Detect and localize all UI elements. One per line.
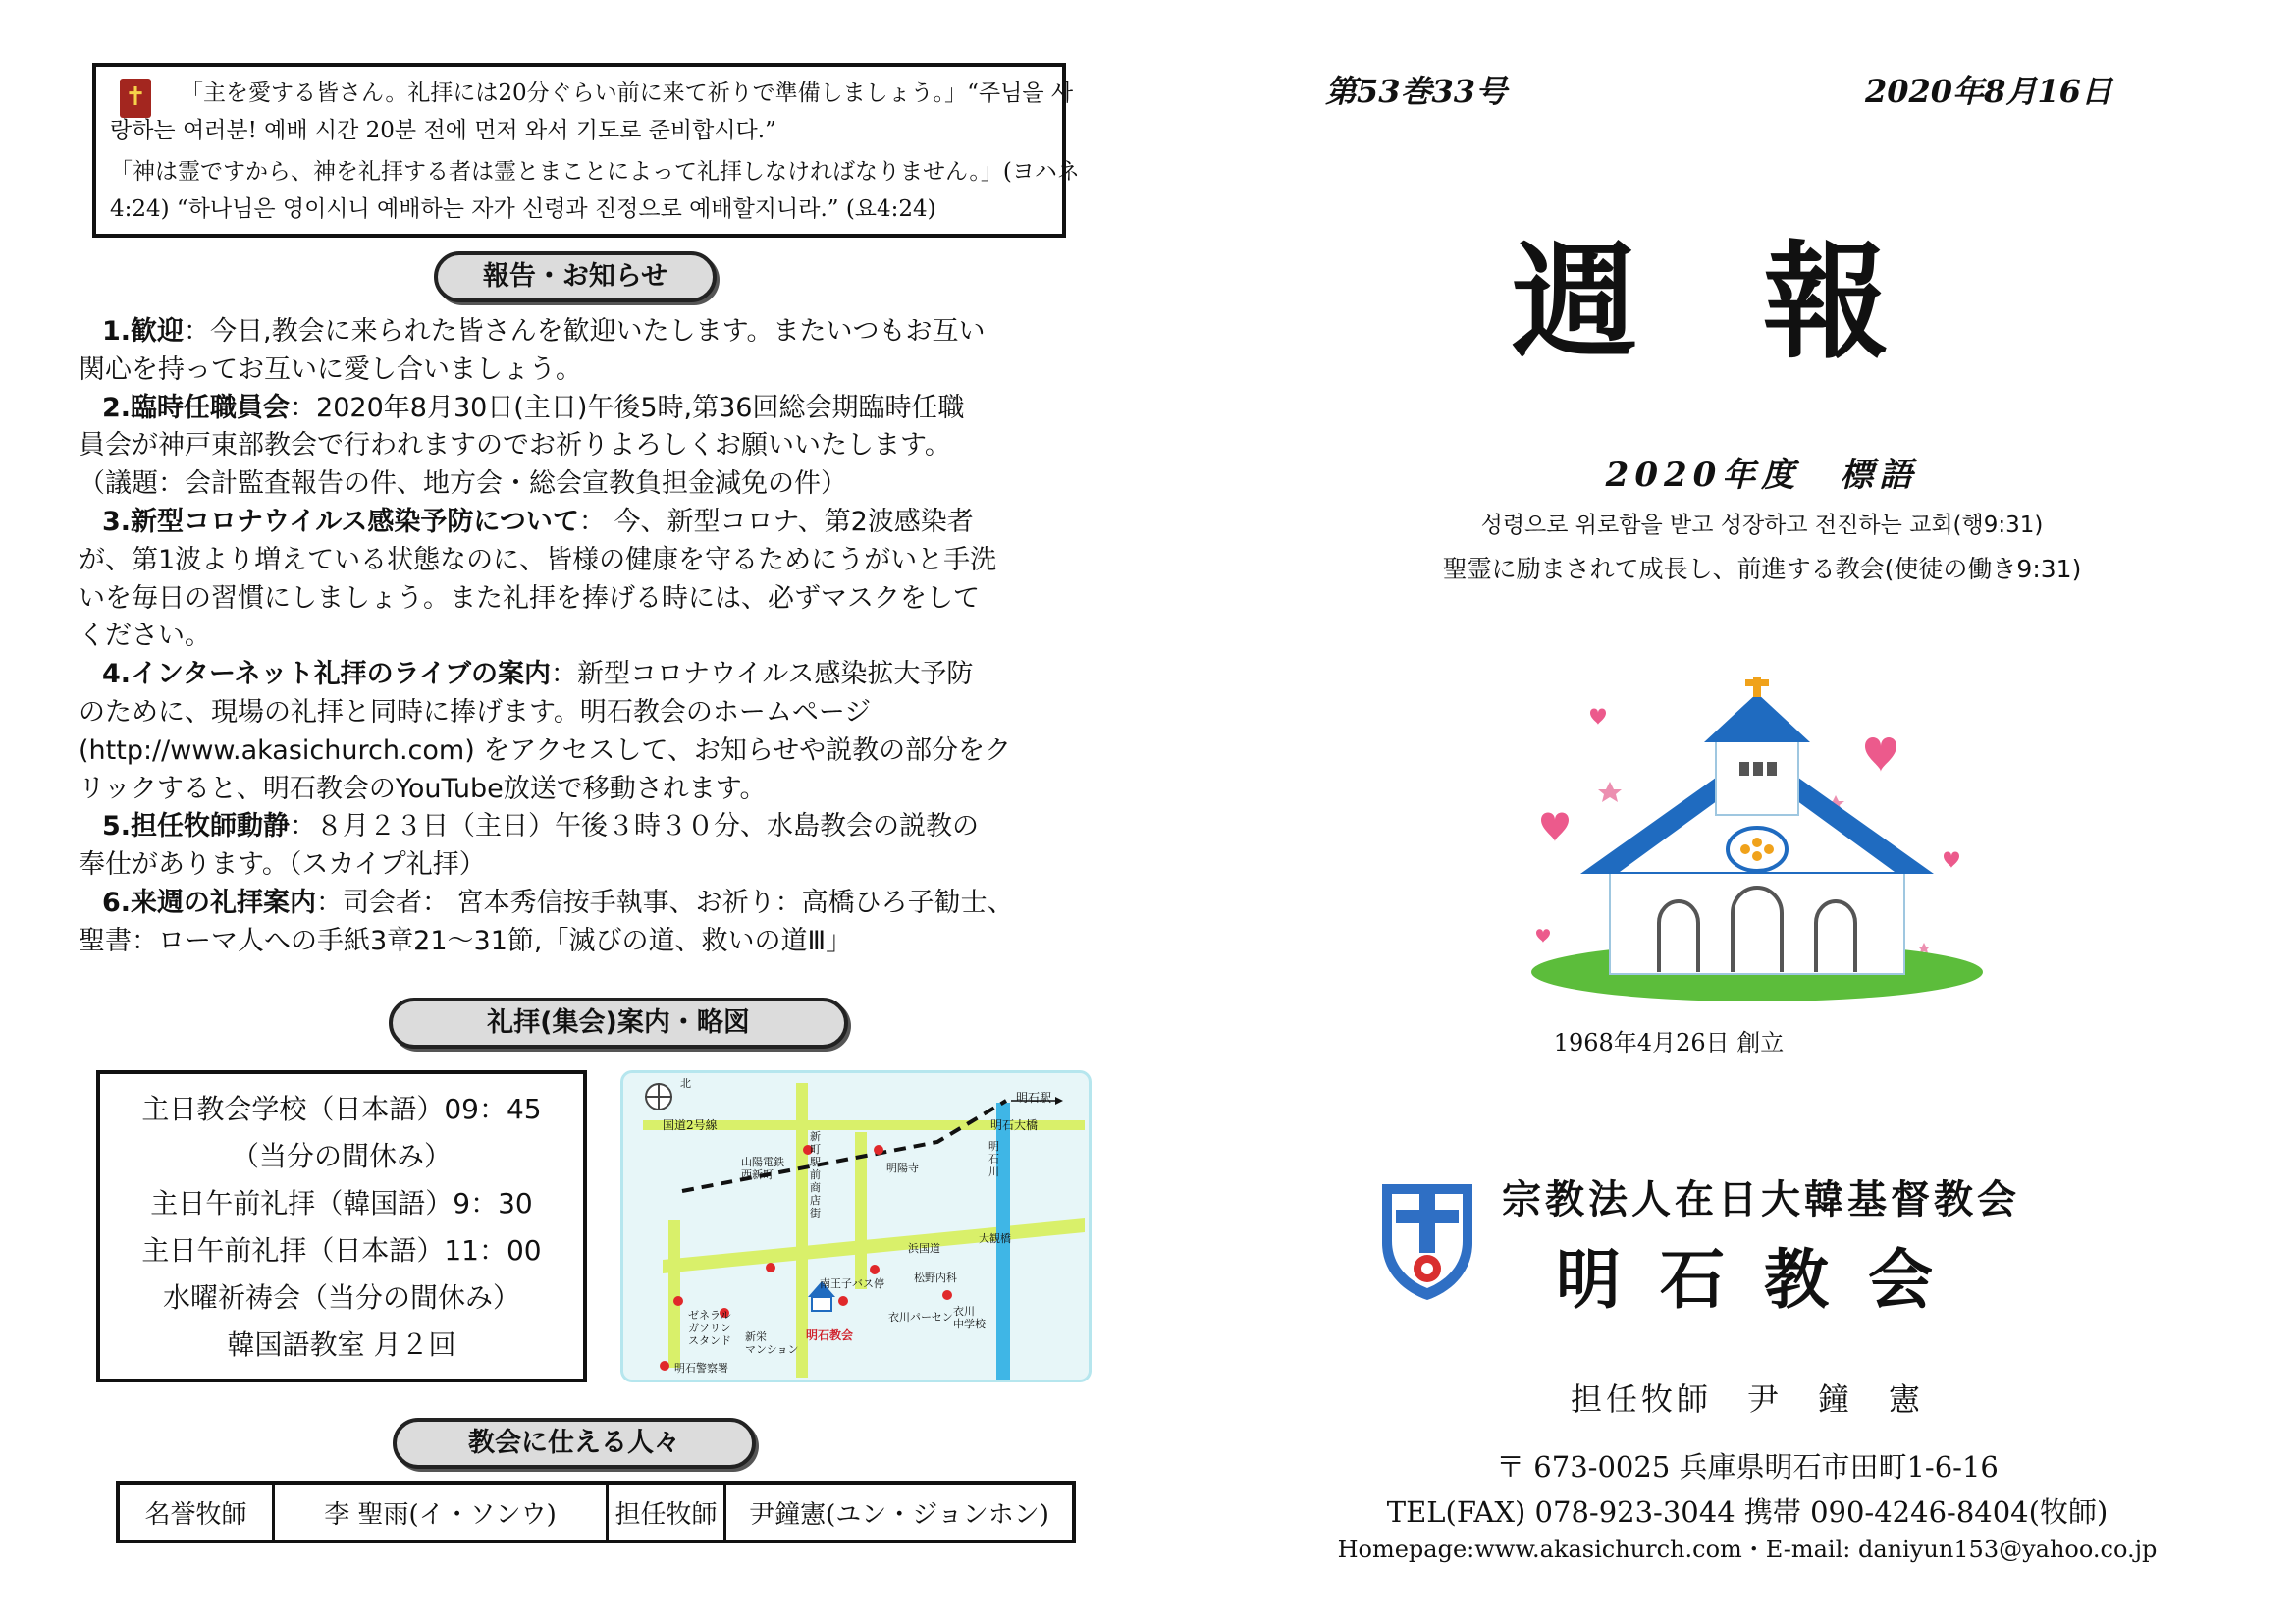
notice-line [102, 389, 1123, 428]
address: 〒 673-0025 兵庫県明石市田町1-6-16 [1496, 1450, 1999, 1484]
notice-item-text: 奉仕があります。（スカイプ礼拝） [79, 849, 486, 881]
notice-line [102, 807, 1123, 846]
section-header-notices: 報告・お知らせ [434, 251, 717, 302]
notice-item-title: 6.来週の礼拝案内 [102, 888, 317, 918]
telephone: TEL(FAX) 078-923-3044 携帯 090-4246-8404(牧師) [1386, 1495, 2109, 1529]
notice-line [102, 312, 1123, 352]
notice-item-title: 4.インターネット礼拝のライブの案内 [102, 659, 551, 690]
issue-volume: 第53巻33号 [1325, 73, 1508, 110]
scripture-box [92, 63, 1080, 238]
bible-icon: ✝ [120, 79, 151, 118]
staff-name-cell: 李 聖雨(イ・ソンウ) [275, 1485, 609, 1540]
notice-line [79, 541, 1099, 580]
notice-item-title: 1.歓迎 [102, 316, 185, 347]
notice-line [102, 884, 1123, 923]
verse-line-2: 랑하는 여러분! 예배 시간 20분 전에 먼저 와서 기도로 준비합시다.” [110, 118, 776, 143]
notice-item-text: （議題：会計監査報告の件、地方会・総会宣教負担金減免の件） [79, 468, 847, 500]
church-logo-icon [1376, 1174, 1478, 1302]
page-title: 週 報 [1512, 229, 1890, 376]
notice-item-text: ：司会者： 宮本秀信按手執事、お祈り：高橋ひろ子勧士、 [316, 888, 1014, 918]
notice-item-text: ：今日,教会に来られた皆さんを歓迎いたします。またいつもお互い [184, 316, 986, 347]
staff-role-cell: 名誉牧師 [120, 1485, 275, 1540]
organization-name: 宗教法人在日大韓基督教会 [1502, 1176, 2020, 1222]
map-label-busstop: 南王子バス停 [820, 1277, 884, 1290]
pastor-name: 担任牧師 尹 鐘 憲 [1570, 1380, 1924, 1418]
verse-line-4: 4:24) “하나님은 영이시니 예배하는 자가 신령과 진정으로 예배할지니라.” (요4:24) [110, 196, 936, 222]
notice-item-text: が、第1波より増えている状態なのに、皆様の健康を守るためにうがいと手洗 [79, 544, 997, 575]
map-label-police: 明石警察署 [674, 1362, 728, 1375]
notice-item-text: ：2020年8月30日(主日)午後5時,第36回総会期臨時任職 [290, 392, 965, 423]
map-label-gas: ゼネラル ガソリン スタンド [688, 1309, 731, 1347]
notice-item-text: ：新型コロナウイルス感染拡大予防 [551, 659, 974, 690]
schedule-line: （当分の間休み） [231, 1140, 452, 1172]
notice-item-text: ： 今、新型コロナ、第2波感染者 [578, 507, 974, 537]
founded-date: 1968年4月26日 創立 [1553, 1029, 1785, 1056]
notice-item-title: 2.臨時任職員会 [102, 392, 291, 423]
map-label-hamakuni: 浜国道 [908, 1242, 940, 1255]
motto-header: 2020年度 標語 [1605, 456, 1919, 495]
map-label-shinmachi: 新町駅前商店街 [810, 1130, 821, 1219]
map-label-sanyo: 山陽電鉄 西新町 [741, 1156, 784, 1181]
notice-line [79, 770, 1099, 809]
notice-item-title: 5.担任牧師動静 [102, 811, 291, 842]
motto-korean: 성령으로 위로함을 받고 성장하고 전진하는 교회(행9:31) [1480, 513, 2044, 538]
map-label-bridge: 明石大橋 [990, 1118, 1039, 1132]
notice-item-text: リックすると、明石教会のYouTube放送で移動されます。 [79, 773, 767, 804]
section-header-staff: 教会に仕える人々 [393, 1418, 756, 1469]
notice-line [79, 464, 1099, 504]
map-label-north: 北 [680, 1077, 691, 1090]
schedule-line: 主日教会学校（日本語）09：45 [141, 1093, 542, 1125]
schedule-line: 韓国語教室 月２回 [227, 1328, 456, 1361]
map-label-kinugawa: 衣川パーセン [888, 1311, 953, 1324]
map-label-ohkura: 大観橋 [979, 1232, 1011, 1245]
map-label-station: 明石駅 [1016, 1091, 1052, 1105]
notice-item-title: 3.新型コロナウイルス感染予防について [102, 507, 579, 537]
section-header-worship: 礼拝(集会)案内・略図 [389, 998, 848, 1049]
staff-name-cell: 尹鐘憲(ユン・ジョンホン) [749, 1499, 1049, 1530]
notice-item-text: ください。 [79, 621, 211, 652]
schedule-line: 主日午前礼拝（韓国語）9：30 [150, 1187, 533, 1219]
map-label-school: 衣川 中学校 [953, 1305, 986, 1330]
notice-line [79, 617, 1099, 656]
notice-item-text: (http://www.akasichurch.com) をアクセスして、お知らせや説教の部分をク [79, 734, 1012, 766]
schedule-line: 水曜祈祷会（当分の間休み） [162, 1281, 520, 1314]
notice-item-text: 関心を持ってお互いに愛し合いましょう。 [79, 353, 582, 385]
issue-date: 2020年8月16日 [1865, 73, 2112, 110]
worship-schedule-box [96, 1070, 587, 1382]
notice-line [79, 693, 1099, 732]
notice-line [79, 922, 1099, 961]
notice-item-text: いを毎日の習慣にしましょう。また礼拝を捧げる時には、必ずマスクをして [79, 582, 980, 614]
notice-line [79, 579, 1099, 619]
notice-item-text: 聖書：ローマ人への手紙3章21～31節,「滅びの道、救いの道Ⅲ」 [79, 925, 853, 956]
staff-table [116, 1481, 1076, 1543]
notice-line [79, 845, 1099, 885]
notice-line [79, 731, 1099, 771]
notice-item-text: ：８月２３日（主日）午後３時３０分、水島教会の説教の [290, 811, 980, 842]
map-label-mansion: 新栄 マンション [745, 1330, 799, 1356]
notice-line [102, 655, 1123, 694]
map-label-meiyo: 明陽寺 [886, 1162, 919, 1174]
schedule-line: 主日午前礼拝（日本語）11：00 [141, 1234, 542, 1267]
notice-item-text: 員会が神戸東部教会で行われますのでお祈りよろしくお願いいたします。 [79, 430, 951, 461]
notice-item-text: のために、現場の礼拝と同時に捧げます。明石教会のホームページ [79, 697, 872, 728]
church-location-map [620, 1070, 1092, 1382]
notice-line [79, 426, 1099, 465]
motto-japanese: 聖霊に励まされて成長し、前進する教会(使徒の働き9:31) [1442, 555, 2082, 583]
staff-role-cell: 担任牧師 [609, 1485, 726, 1540]
church-illustration [1512, 677, 2002, 1021]
notice-line [79, 351, 1099, 390]
map-label-route2: 国道2号線 [663, 1118, 718, 1132]
map-label-clinic: 松野内科 [914, 1272, 957, 1284]
web-contact: Homepage:www.akasichurch.com・E-mail: daniyun153@yahoo.co.jp [1337, 1536, 2158, 1563]
notice-line [102, 503, 1123, 542]
map-label-church: 明石教会 [806, 1328, 854, 1342]
map-label-river: 明石川 [988, 1140, 999, 1178]
verse-line-1: 「主を愛する皆さん。礼拝には20分ぐらい前に来て祈りで準備しましょう。」“주님을 사 [181, 81, 1074, 106]
verse-line-3: 「神は霊ですから、神を礼拝する者は霊とまことによって礼拝しなければなりません。」(ヨハネ [110, 159, 1080, 185]
church-name: 明石教会 [1556, 1241, 1972, 1318]
